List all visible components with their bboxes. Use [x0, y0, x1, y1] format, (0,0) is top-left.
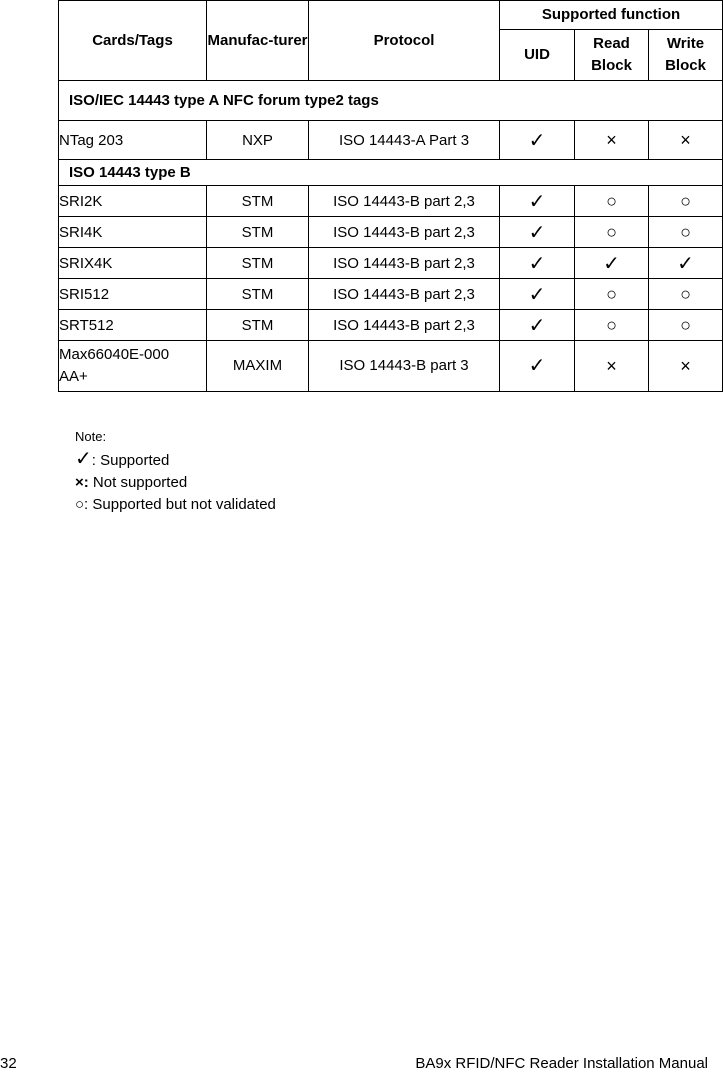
legend-item: [75, 472, 276, 494]
cell-card: SRT512: [59, 310, 207, 341]
cell-protocol: ISO 14443-B part 3: [309, 341, 500, 392]
table-row: [59, 341, 723, 392]
cell-read-block: ×: [575, 341, 649, 392]
header-read-block: Read Block: [575, 30, 649, 81]
cell-write-block: ○: [649, 310, 723, 341]
note-title: Note:: [75, 429, 107, 444]
cell-manufacturer: STM: [207, 217, 309, 248]
cell-card: Max66040E-000AA+: [59, 341, 207, 392]
cell-card: SRIX4K: [59, 248, 207, 279]
header-uid: UID: [500, 30, 575, 81]
cell-uid: ✓: [500, 217, 575, 248]
check-icon: ✓: [75, 448, 92, 470]
cell-uid: ✓: [500, 310, 575, 341]
cell-protocol: ISO 14443-B part 2,3: [309, 310, 500, 341]
cell-protocol: ISO 14443-A Part 3: [309, 121, 500, 160]
page-number: 32: [0, 1055, 17, 1072]
header-protocol: Protocol: [309, 1, 500, 81]
header-cards-tags: Cards/Tags: [59, 1, 207, 81]
cell-card: SRI2K: [59, 186, 207, 217]
group-row: [59, 160, 723, 186]
cell-read-block: ✓: [575, 248, 649, 279]
legend-note: [75, 427, 276, 516]
legend-text: : Supported: [91, 452, 170, 469]
table-row: [59, 248, 723, 279]
table-row: [59, 279, 723, 310]
cell-manufacturer: NXP: [207, 121, 309, 160]
table-row: [59, 121, 723, 160]
cross-icon: ×:: [75, 474, 89, 491]
cell-read-block: ○: [575, 310, 649, 341]
cell-manufacturer: STM: [207, 186, 309, 217]
cell-write-block: ○: [649, 186, 723, 217]
group-title: ISO 14443 type B: [59, 160, 723, 186]
header-supported-function: Supported function: [500, 1, 723, 30]
cell-card: SRI512: [59, 279, 207, 310]
cell-write-block: ○: [649, 217, 723, 248]
legend-text: Not supported: [88, 474, 188, 491]
cell-uid: ✓: [500, 186, 575, 217]
cell-manufacturer: STM: [207, 279, 309, 310]
legend-item: [75, 494, 276, 516]
cell-manufacturer: MAXIM: [207, 341, 309, 392]
cell-card: SRI4K: [59, 217, 207, 248]
cell-write-block: ○: [649, 279, 723, 310]
cell-card: NTag 203: [59, 121, 207, 160]
legend-item: [75, 448, 276, 472]
footer-title: BA9x RFID/NFC Reader Installation Manual: [415, 1055, 708, 1072]
cell-uid: ✓: [500, 248, 575, 279]
cell-protocol: ISO 14443-B part 2,3: [309, 217, 500, 248]
cell-uid: ✓: [500, 279, 575, 310]
circle-icon: ○:: [75, 496, 89, 513]
supported-tags-table: [58, 0, 723, 392]
cell-read-block: ○: [575, 217, 649, 248]
cell-read-block: ×: [575, 121, 649, 160]
cell-uid: ✓: [500, 121, 575, 160]
cell-write-block: ✓: [649, 248, 723, 279]
legend-text: Supported but not validated: [88, 496, 276, 513]
table-row: [59, 217, 723, 248]
cell-manufacturer: STM: [207, 248, 309, 279]
cell-manufacturer: STM: [207, 310, 309, 341]
header-manufacturer: Manufac-turer: [207, 1, 309, 81]
table-row: [59, 186, 723, 217]
cell-protocol: ISO 14443-B part 2,3: [309, 248, 500, 279]
cell-protocol: ISO 14443-B part 2,3: [309, 186, 500, 217]
cell-read-block: ○: [575, 279, 649, 310]
cell-read-block: ○: [575, 186, 649, 217]
group-row: [59, 81, 723, 121]
cell-write-block: ×: [649, 341, 723, 392]
cell-write-block: ×: [649, 121, 723, 160]
cell-protocol: ISO 14443-B part 2,3: [309, 279, 500, 310]
table-row: [59, 310, 723, 341]
group-title: ISO/IEC 14443 type A NFC forum type2 tags: [59, 81, 723, 121]
cell-uid: ✓: [500, 341, 575, 392]
header-write-block: Write Block: [649, 30, 723, 81]
